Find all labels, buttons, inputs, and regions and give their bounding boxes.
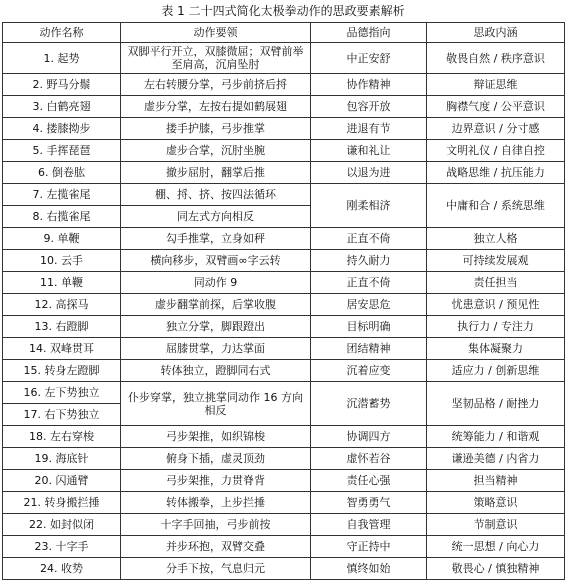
action-name-cell: 12. 高探马 (3, 294, 121, 316)
connotation-cell: 文明礼仪 / 自律自控 (427, 140, 565, 162)
table-row (3, 294, 565, 316)
virtue-cell: 进退有节 (311, 118, 427, 140)
action-method-cell: 勾手推掌，立身如秤 (121, 228, 311, 250)
virtue-cell: 持久耐力 (311, 250, 427, 272)
connotation-cell: 谦逊美德 / 内省力 (427, 448, 565, 470)
connotation-cell: 坚韧品格 / 耐挫力 (427, 382, 565, 426)
connotation-cell: 敬畏自然 / 秩序意识 (427, 43, 565, 74)
table-row (3, 514, 565, 536)
table-row (3, 492, 565, 514)
action-method-cell: 双脚平行开立，双膝微屈；双臂前举至肩高，沉肩坠肘 (121, 43, 311, 74)
header-action-name: 动作名称 (3, 23, 121, 43)
connotation-cell: 策略意识 (427, 492, 565, 514)
table-row (3, 184, 565, 206)
table-row (3, 140, 565, 162)
action-method-cell: 屈膝贯掌，力达掌面 (121, 338, 311, 360)
connotation-cell: 胸襟气度 / 公平意识 (427, 96, 565, 118)
action-method-cell: 虚步合掌，沉肘坐腕 (121, 140, 311, 162)
action-name-cell: 23. 十字手 (3, 536, 121, 558)
action-name-cell: 15. 转身左蹬脚 (3, 360, 121, 382)
action-method-cell: 俯身下插，虚灵顶劲 (121, 448, 311, 470)
connotation-cell: 边界意识 / 分寸感 (427, 118, 565, 140)
action-name-cell: 7. 左揽雀尾 (3, 184, 121, 206)
header-virtue: 品德指向 (311, 23, 427, 43)
virtue-cell: 慎终如始 (311, 558, 427, 580)
connotation-cell: 适应力 / 创新思维 (427, 360, 565, 382)
table-row (3, 43, 565, 74)
virtue-cell: 中正安舒 (311, 43, 427, 74)
connotation-cell: 辩证思维 (427, 74, 565, 96)
action-method-cell: 横向移步，双臂画∞字云转 (121, 250, 311, 272)
connotation-cell: 集体凝聚力 (427, 338, 565, 360)
virtue-cell: 虚怀若谷 (311, 448, 427, 470)
table-row (3, 360, 565, 382)
action-name-cell: 21. 转身搬拦捶 (3, 492, 121, 514)
table-row (3, 74, 565, 96)
table-row (3, 96, 565, 118)
table-row (3, 162, 565, 184)
virtue-cell: 居安思危 (311, 294, 427, 316)
virtue-cell: 目标明确 (311, 316, 427, 338)
action-name-cell: 3. 白鹤亮翅 (3, 96, 121, 118)
table-row (3, 558, 565, 580)
connotation-cell: 可持续发展观 (427, 250, 565, 272)
action-name-cell: 24. 收势 (3, 558, 121, 580)
virtue-cell: 团结精神 (311, 338, 427, 360)
virtue-cell: 正直不倚 (311, 228, 427, 250)
table-row (3, 426, 565, 448)
action-name-cell: 19. 海底针 (3, 448, 121, 470)
table-row (3, 470, 565, 492)
table-row (3, 250, 565, 272)
action-method-cell: 搂手护膝，弓步推掌 (121, 118, 311, 140)
virtue-cell: 正直不倚 (311, 272, 427, 294)
connotation-cell: 统筹能力 / 和谐观 (427, 426, 565, 448)
connotation-cell: 节制意识 (427, 514, 565, 536)
table-row (3, 228, 565, 250)
virtue-cell: 沉潜蓄势 (311, 382, 427, 426)
virtue-cell: 守正持中 (311, 536, 427, 558)
action-name-cell: 14. 双峰贯耳 (3, 338, 121, 360)
action-method-cell: 弓步架推，力贯脊背 (121, 470, 311, 492)
action-method-cell: 并步环抱，双臂交叠 (121, 536, 311, 558)
action-method-cell: 撤步屈肘，翻掌后推 (121, 162, 311, 184)
action-name-cell: 18. 左右穿梭 (3, 426, 121, 448)
action-name-cell: 20. 闪通臂 (3, 470, 121, 492)
action-name-cell: 1. 起势 (3, 43, 121, 74)
action-method-cell: 同左式方向相反 (121, 206, 311, 228)
action-method-cell: 转体独立，蹬脚同右式 (121, 360, 311, 382)
connotation-cell: 责任担当 (427, 272, 565, 294)
action-method-cell: 虚步分掌，左按右提如鹤展翅 (121, 96, 311, 118)
connotation-cell: 担当精神 (427, 470, 565, 492)
virtue-cell: 以退为进 (311, 162, 427, 184)
virtue-cell: 协作精神 (311, 74, 427, 96)
action-method-cell: 分手下按，气息归元 (121, 558, 311, 580)
action-method-cell: 弓步架推，如织锦梭 (121, 426, 311, 448)
header-connotation: 思政内涵 (427, 23, 565, 43)
action-method-cell: 左右转腰分掌，弓步前挤后捋 (121, 74, 311, 96)
action-name-cell: 10. 云手 (3, 250, 121, 272)
connotation-cell: 忧患意识 / 预见性 (427, 294, 565, 316)
action-name-cell: 6. 倒卷肱 (3, 162, 121, 184)
table-row (3, 118, 565, 140)
connotation-cell: 执行力 / 专注力 (427, 316, 565, 338)
action-name-cell: 5. 手挥琵琶 (3, 140, 121, 162)
table-row (3, 272, 565, 294)
table-row (3, 448, 565, 470)
virtue-cell: 刚柔相济 (311, 184, 427, 228)
table-header-row (3, 23, 565, 43)
action-name-cell: 16. 左下势独立 (3, 382, 121, 404)
action-name-cell: 17. 右下势独立 (3, 404, 121, 426)
table-row (3, 316, 565, 338)
virtue-cell: 包容开放 (311, 96, 427, 118)
table-caption: 表 1 二十四式简化太极拳动作的思政要素解析 (161, 4, 405, 18)
action-method-cell: 棚、捋、挤、按四法循环 (121, 184, 311, 206)
action-name-cell: 13. 右蹬脚 (3, 316, 121, 338)
action-name-cell: 11. 单鞭 (3, 272, 121, 294)
connotation-cell: 独立人格 (427, 228, 565, 250)
table-row (3, 338, 565, 360)
action-name-cell: 2. 野马分鬃 (3, 74, 121, 96)
action-name-cell: 4. 搂膝拗步 (3, 118, 121, 140)
action-method-cell: 仆步穿掌，独立挑掌同动作 16 方向相反 (121, 382, 311, 426)
action-method-cell: 独立分掌，脚跟蹬出 (121, 316, 311, 338)
table-row (3, 382, 565, 404)
virtue-cell: 谦和礼让 (311, 140, 427, 162)
table-row (3, 536, 565, 558)
action-method-cell: 同动作 9 (121, 272, 311, 294)
virtue-cell: 沉着应变 (311, 360, 427, 382)
action-name-cell: 9. 单鞭 (3, 228, 121, 250)
action-method-cell: 转体搬拳，上步拦捶 (121, 492, 311, 514)
connotation-cell: 敬畏心 / 慎独精神 (427, 558, 565, 580)
action-name-cell: 22. 如封似闭 (3, 514, 121, 536)
virtue-cell: 责任心强 (311, 470, 427, 492)
action-name-cell: 8. 右揽雀尾 (3, 206, 121, 228)
virtue-cell: 协调四方 (311, 426, 427, 448)
action-method-cell: 十字手回抽，弓步前按 (121, 514, 311, 536)
connotation-cell: 中庸和合 / 系统思维 (427, 184, 565, 228)
connotation-cell: 战略思维 / 抗压能力 (427, 162, 565, 184)
virtue-cell: 自我管理 (311, 514, 427, 536)
header-action-method: 动作要领 (121, 23, 311, 43)
ideology-elements-table (2, 22, 565, 580)
virtue-cell: 智勇勇气 (311, 492, 427, 514)
connotation-cell: 统一思想 / 向心力 (427, 536, 565, 558)
action-method-cell: 虚步翻掌前探，后掌收腹 (121, 294, 311, 316)
